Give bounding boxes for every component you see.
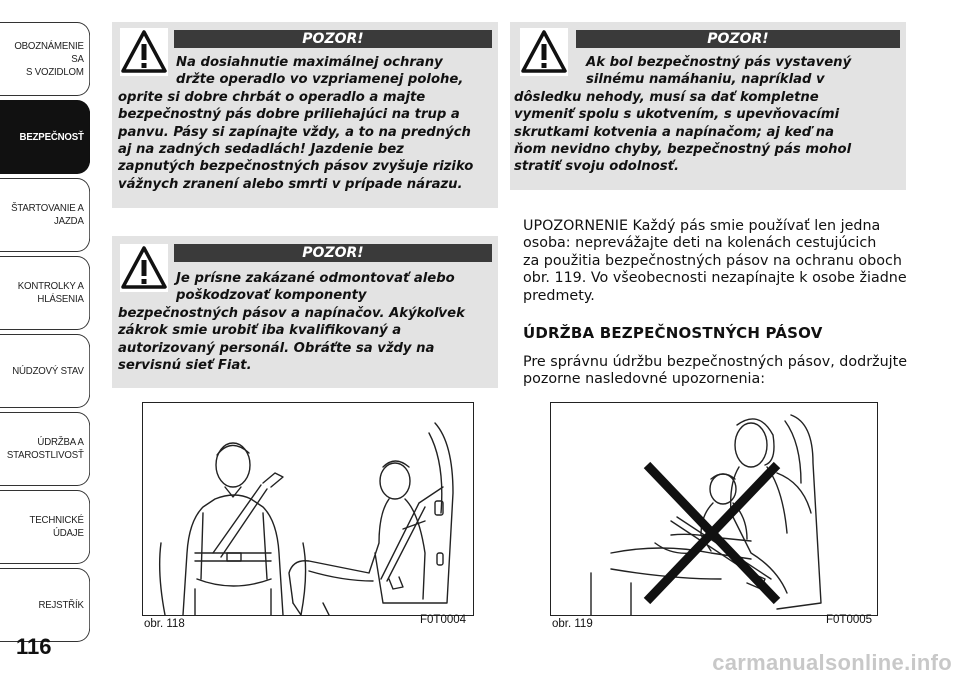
notice-paragraph: UPOZORNENIE Každý pás smie používať len jedna osoba: neprevážajte deti na kolenách cestujúcich za použitia bezpečnostných pásov na ochranu oboch obr. 119. Vo všeobecnosti nezapínajte k osobe žiadne predmety. [523, 218, 907, 304]
tab-nudzovy-stav[interactable]: NÚDZOVÝ STAV [0, 334, 90, 408]
warning-text: Je prísne zakázané odmontovať alebo poškodzovať komponenty bezpečnostných pásov a napínačov. Akýkoľvek zákrok smie urobiť iba kvalifikovaný a autorizovaný personál. Obráťte sa vždy na servisnú sieť Fiat. [118, 271, 465, 374]
tab-udrzba[interactable]: ÚDRŽBA A STAROSTLIVOSŤ [0, 412, 90, 486]
warning-title: POZOR! [174, 30, 492, 48]
tab-bezpecnost[interactable]: BEZPEČNOSŤ [0, 100, 90, 174]
warning-box-replace-belt [510, 22, 906, 190]
warning-box-no-dismantle [112, 236, 498, 388]
tab-rejstrik[interactable]: REJSTŘÍK [0, 568, 90, 642]
warning-text: Ak bol bezpečnostný pás vystavený silnému namáhaniu, napríklad v dôsledku nehody, musí sa dať kompletne vymeniť spolu s ukotvením, s upevňovacími skrutkami kotvenia a napínačom; aj keď na ňom nevidno chyby, bezpečnostný pás mohol stratiť svoju odolnosť. [514, 55, 852, 175]
page-number: 116 [16, 634, 52, 659]
figure-119-caption: obr. 119 [552, 618, 593, 630]
figure-118-illustration [142, 402, 474, 616]
seatbelt-correct-illustration [143, 403, 473, 615]
warning-text: Na dosiahnutie maximálnej ochrany držte operadlo vo vzpriamenej polohe, oprite si dobre chrbát o operadlo a majte bezpečnostný pás dobre priliehajúci na trup a panvu. Pásy si zapínajte vždy, a to na predných aj na zadných sedadlách! Jazdenie bez zapnutých bezpečnostných pásov zvyšuje riziko vážnych zranení alebo smrti v prípade nárazu. [118, 55, 474, 192]
tab-technicke-udaje[interactable]: TECHNICKÉ ÚDAJE [0, 490, 90, 564]
section-heading: ÚDRŽBA BEZPEČNOSTNÝCH PÁSOV [523, 324, 823, 342]
section-intro: Pre správnu údržbu bezpečnostných pásov, dodržujte pozorne nasledovné upozornenia: [523, 354, 908, 388]
figure-119-illustration [550, 402, 878, 616]
warning-title: POZOR! [576, 30, 900, 48]
warning-box-seat-position [112, 22, 498, 208]
child-on-lap-prohibited-illustration [551, 403, 877, 615]
warning-title: POZOR! [174, 244, 492, 262]
tab-startovanie[interactable]: ŠTARTOVANIE A JAZDA [0, 178, 90, 252]
figure-118-caption: obr. 118 [144, 618, 185, 630]
tab-kontrolky[interactable]: KONTROLKY A HLÁSENIA [0, 256, 90, 330]
figure-118-code: F0T0004 [420, 614, 467, 626]
tab-oboznamenie[interactable]: OBOZNÁMENIE SA S VOZIDLOM [0, 22, 90, 96]
figure-119-code: F0T0005 [826, 614, 873, 626]
watermark: carmanualsonline.info [712, 650, 952, 675]
